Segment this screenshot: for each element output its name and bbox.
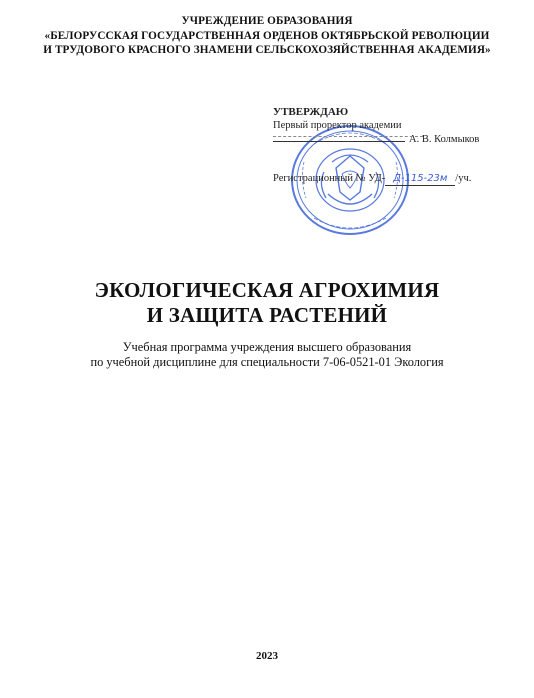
approval-title: УТВЕРЖДАЮ bbox=[273, 106, 349, 118]
approval-position: Первый проректор академии bbox=[273, 120, 402, 131]
document-subtitle-line-2: по учебной дисциплине для специальности 7-06-0521-01 Экология bbox=[90, 355, 444, 369]
approval-signer: А. В. Колмыков bbox=[409, 134, 480, 145]
document-year: 2023 bbox=[256, 650, 278, 662]
registration-row bbox=[273, 172, 471, 186]
institution-header bbox=[0, 14, 534, 58]
header-line-1: УЧРЕЖДЕНИЕ ОБРАЗОВАНИЯ bbox=[181, 15, 353, 27]
header-line-3: И ТРУДОВОГО КРАСНОГО ЗНАМЕНИ СЕЛЬСКОХОЗЯЙСТВЕННАЯ АКАДЕМИЯ» bbox=[43, 44, 491, 56]
document-title-line-1: ЭКОЛОГИЧЕСКАЯ АГРОХИМИЯ bbox=[94, 278, 440, 302]
document-title bbox=[0, 278, 534, 328]
document-subtitle-line-1: Учебная программа учреждения высшего образования bbox=[122, 340, 412, 354]
registration-suffix: /уч. bbox=[455, 173, 472, 184]
document-subtitle bbox=[0, 340, 534, 370]
approval-block bbox=[273, 106, 523, 184]
header-line-2: «БЕЛОРУССКАЯ ГОСУДАРСТВЕННАЯ ОРДЕНОВ ОКТЯБРЬСКОЙ РЕВОЛЮЦИИ bbox=[44, 29, 490, 42]
approval-date-line bbox=[273, 128, 423, 137]
document-title-line-2: И ЗАЩИТА РАСТЕНИЙ bbox=[146, 303, 388, 327]
registration-label: Регистрационный № УД- bbox=[273, 173, 386, 184]
registration-number: Д-115-23м bbox=[385, 172, 455, 186]
